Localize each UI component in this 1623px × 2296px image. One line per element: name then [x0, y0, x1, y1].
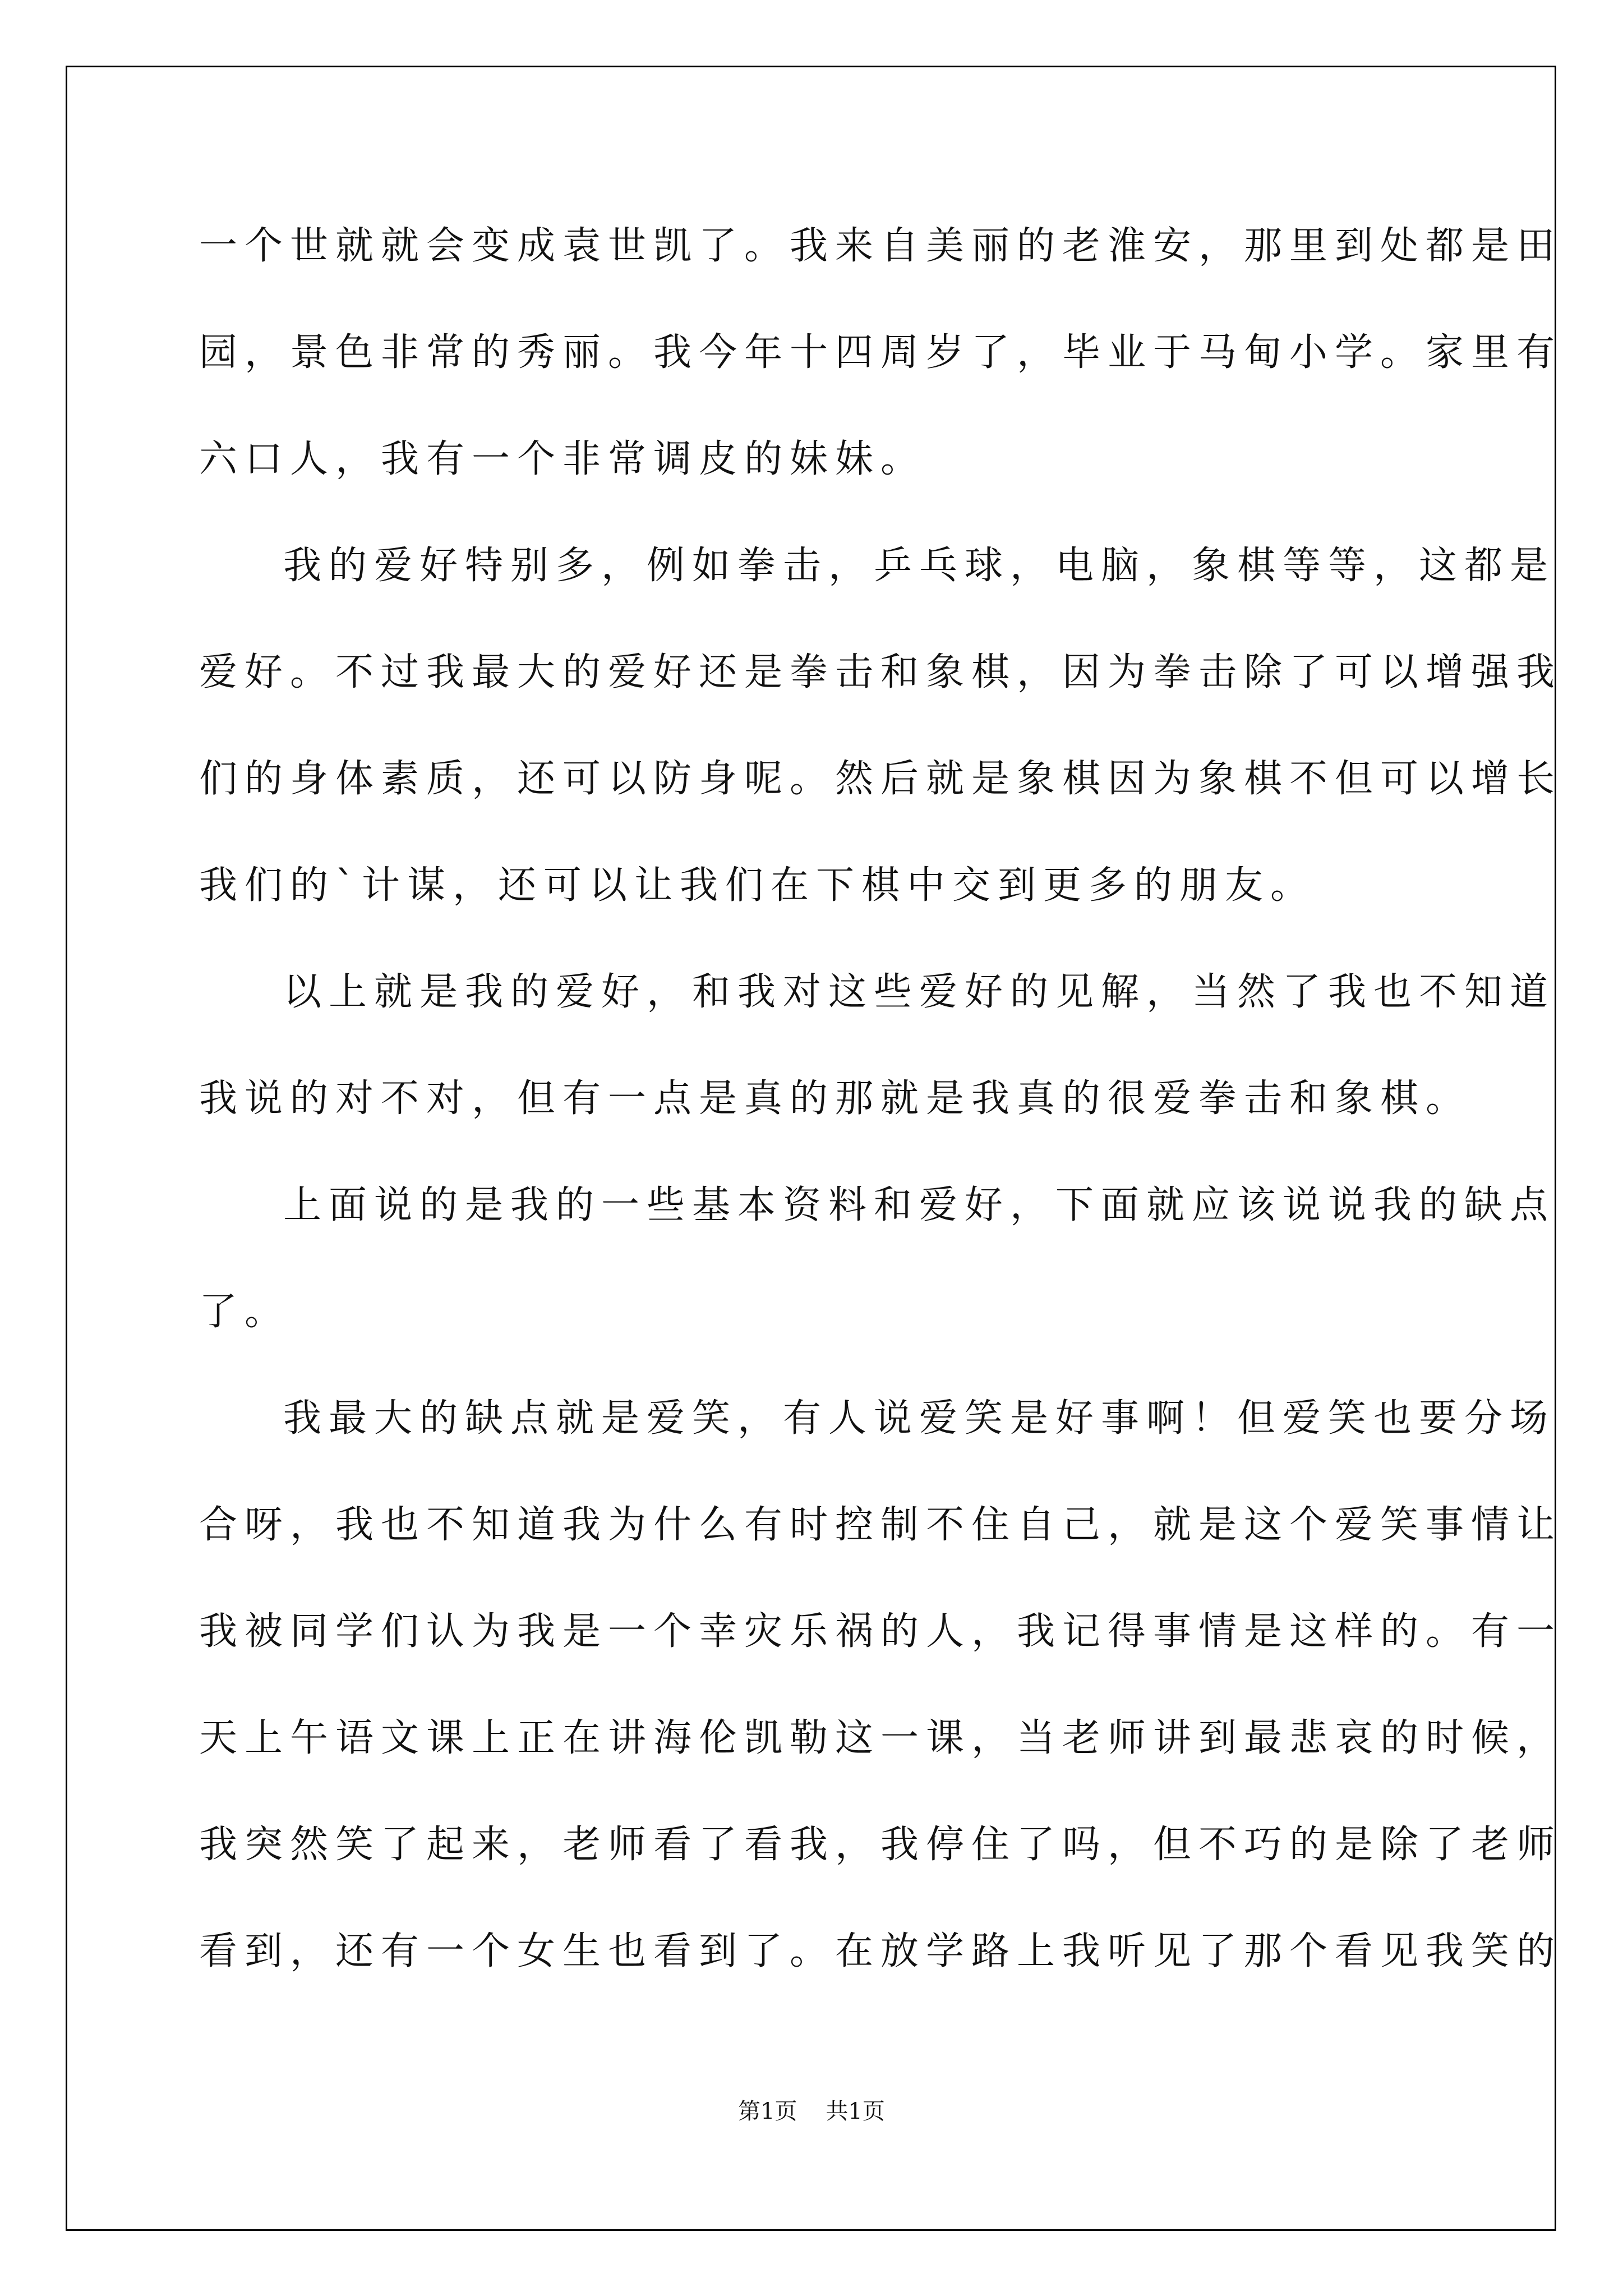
text-line: 我被同学们认为我是一个幸灾乐祸的人，我记得事情是这样的。有一 — [199, 1609, 1562, 1654]
paragraph-first-line: 上面说的是我的一些基本资料和爱好，下面就应该说说我的缺点 — [283, 1183, 1556, 1227]
text-line: 我说的对不对，但有一点是真的那就是我真的很爱拳击和象棋。 — [199, 1076, 1472, 1121]
text-line: 我们的`计谋，还可以让我们在下棋中交到更多的朋友。 — [199, 863, 1316, 908]
paragraph-first-line: 以上就是我的爱好，和我对这些爱好的见解，当然了我也不知道 — [283, 970, 1556, 1014]
text-line: 园，景色非常的秀丽。我今年十四周岁了，毕业于马甸小学。家里有 — [199, 330, 1562, 375]
text-line: 天上午语文课上正在讲海伦凯勒这一课，当老师讲到最悲哀的时候， — [199, 1716, 1562, 1760]
page-footer: 第1页 共1页 — [738, 2099, 885, 2124]
paragraph-first-line: 我最大的缺点就是爱笑，有人说爱笑是好事啊！但爱笑也要分场 — [283, 1396, 1556, 1441]
text-line: 们的身体素质，还可以防身呢。然后就是象棋因为象棋不但可以增长 — [199, 757, 1562, 801]
paragraph-first-line: 我的爱好特别多，例如拳击，乒乓球，电脑，象棋等等，这都是 — [283, 544, 1556, 588]
page-border — [66, 66, 1562, 2231]
text-line: 六口人，我有一个非常调皮的妹妹。 — [199, 437, 926, 481]
text-line: 合呀，我也不知道我为什么有时控制不住自己，就是这个爱笑事情让 — [199, 1503, 1562, 1547]
text-line: 看到，还有一个女生也看到了。在放学路上我听见了那个看见我笑的 — [199, 1929, 1562, 1973]
text-line: 一个世就就会变成袁世凯了。我来自美丽的老淮安，那里到处都是田 — [199, 224, 1562, 268]
text-line: 了。 — [199, 1290, 291, 1334]
text-line: 爱好。不过我最大的爱好还是拳击和象棋，因为拳击除了可以增强我 — [199, 650, 1562, 694]
text-line: 我突然笑了起来，老师看了看我，我停住了吗，但不巧的是除了老师 — [199, 1823, 1562, 1867]
